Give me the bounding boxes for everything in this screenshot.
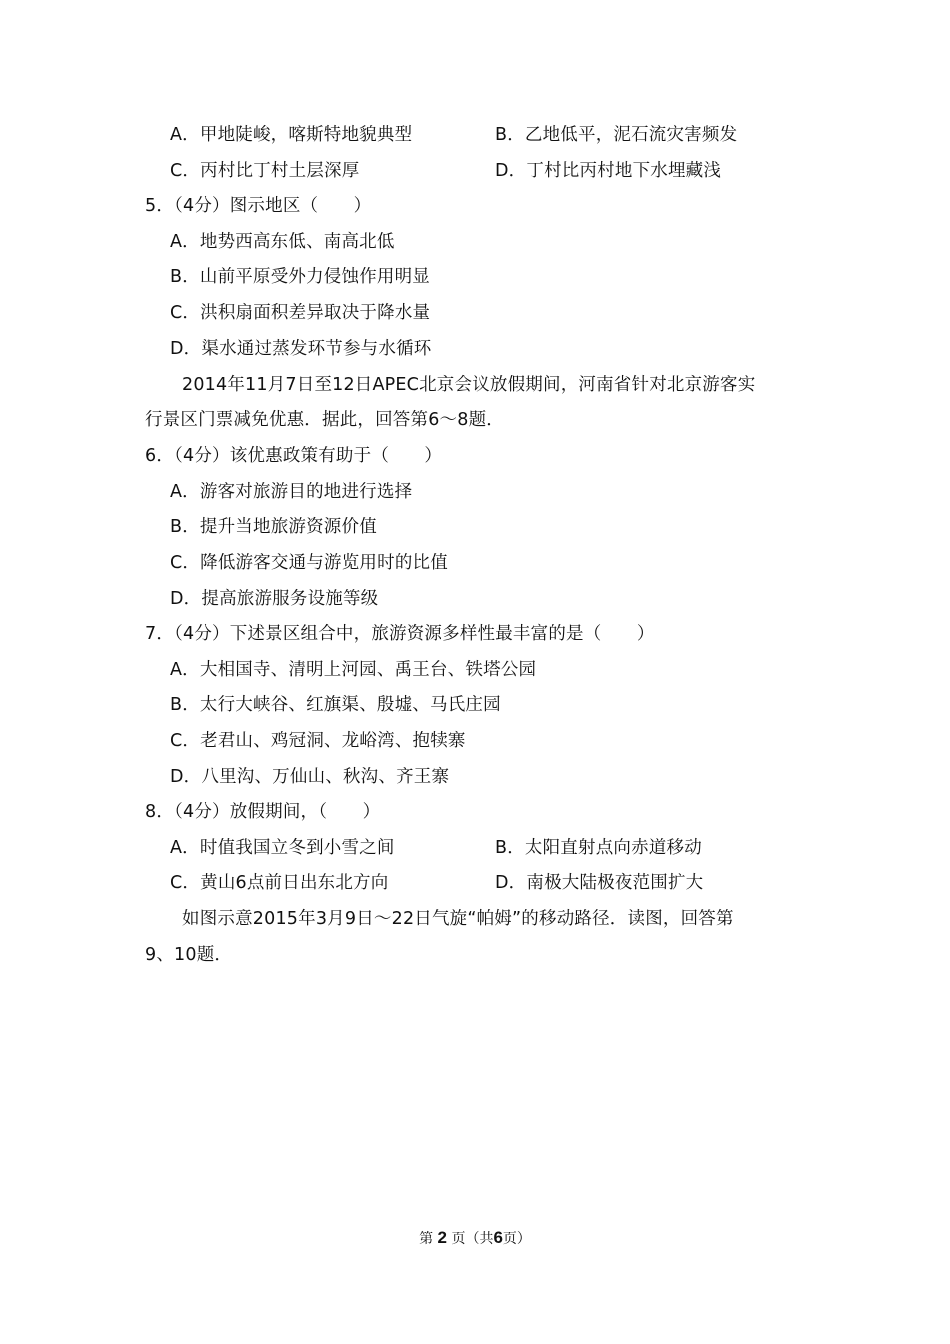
passage1-line1: 2014年11月7日至12日APEC北京会议放假期间，河南省针对北京游客实: [182, 375, 756, 395]
q8-option-b: B．太阳直射点向赤道移动: [495, 838, 702, 858]
q7-stem: 7．（4分）下述景区组合中，旅游资源多样性最丰富的是（ ）: [145, 624, 655, 644]
footer-page-number: 2: [437, 1228, 447, 1247]
q4-option-b: B．乙地低平，泥石流灾害频发: [495, 125, 738, 145]
q4-option-d: D．丁村比丙村地下水埋藏浅: [495, 161, 722, 181]
q5-option-d: D．渠水通过蒸发环节参与水循环: [170, 339, 432, 359]
footer-prefix: 第: [419, 1231, 434, 1247]
footer-suffix: 页）: [502, 1231, 531, 1247]
q5-option-a: A．地势西高东低、南高北低: [170, 232, 395, 252]
q4-option-c: C．丙村比丁村土层深厚: [170, 161, 360, 181]
footer-total-pages: 6: [493, 1228, 503, 1247]
q6-option-b: B．提升当地旅游资源价值: [170, 517, 377, 537]
q5-option-b: B．山前平原受外力侵蚀作用明显: [170, 267, 431, 287]
passage2-line2: 9、10题．: [145, 945, 233, 965]
passage2-line1: 如图示意2015年3月9日～22日气旋“帕姆”的移动路径．读图，回答第: [182, 909, 734, 929]
page-footer: [0, 1228, 950, 1249]
q4-option-a: A．甲地陡峻，喀斯特地貌典型: [170, 125, 413, 145]
footer-middle: 页（共: [451, 1231, 494, 1247]
q6-stem: 6．（4分）该优惠政策有助于（ ）: [145, 446, 443, 466]
q6-option-a: A．游客对旅游目的地进行选择: [170, 482, 413, 502]
q8-stem: 8．（4分）放假期间，（ ）: [145, 802, 381, 822]
q7-option-d: D．八里沟、万仙山、秋沟、齐王寨: [170, 767, 450, 787]
q5-stem: 5．（4分）图示地区（ ）: [145, 196, 372, 216]
q8-option-d: D．南极大陆极夜范围扩大: [495, 873, 704, 893]
q8-option-c: C．黄山6点前日出东北方向: [170, 873, 389, 893]
q6-option-c: C．降低游客交通与游览用时的比值: [170, 553, 448, 573]
q5-option-c: C．洪积扇面积差异取决于降水量: [170, 303, 431, 323]
q6-option-d: D．提高旅游服务设施等级: [170, 589, 379, 609]
q8-option-a: A．时值我国立冬到小雪之间: [170, 838, 395, 858]
q7-option-c: C．老君山、鸡冠洞、龙峪湾、抱犊寨: [170, 731, 466, 751]
q7-option-b: B．太行大峡谷、红旗渠、殷墟、马氏庄园: [170, 695, 501, 715]
q7-option-a: A．大相国寺、清明上河园、禹王台、铁塔公园: [170, 660, 537, 680]
passage1-line2: 行景区门票减免优惠．据此，回答第6～8题．: [145, 410, 504, 430]
